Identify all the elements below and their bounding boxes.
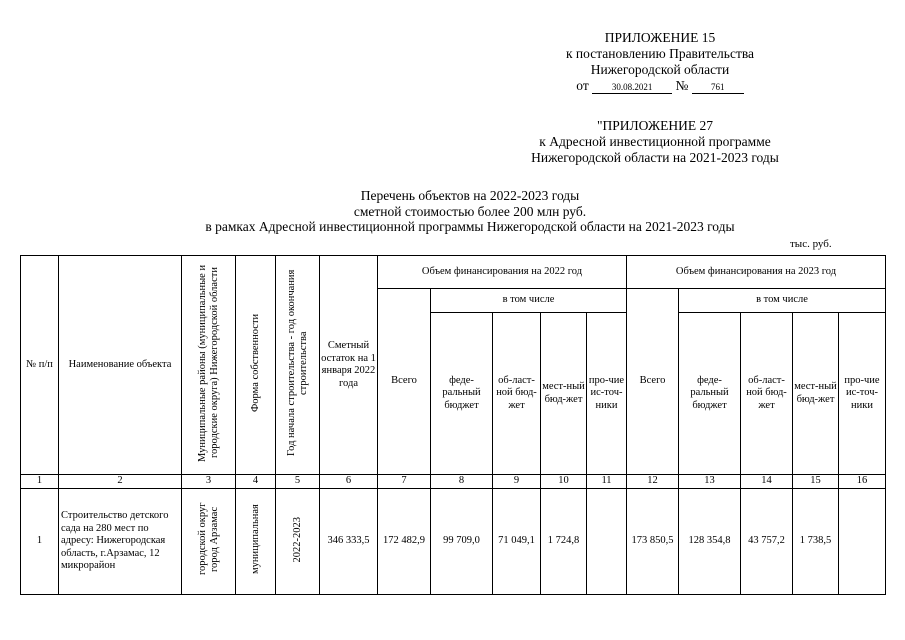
units-label: тыс. руб. xyxy=(790,238,832,250)
header-local-2023: мест-ный бюд-жет xyxy=(793,313,839,475)
appendix-15-title: ПРИЛОЖЕНИЕ 15 xyxy=(604,30,716,45)
appendix-15-line2: к постановлению Правительства xyxy=(565,46,755,61)
appendix-27-line3: Нижегородской области на 2021-2023 годы xyxy=(531,150,779,165)
header-federal-2022: феде-ральный бюджет xyxy=(431,313,493,475)
col-number: 8 xyxy=(431,475,493,489)
row-local-2023: 1 738,5 xyxy=(793,489,839,595)
appendix-27-header xyxy=(500,118,810,166)
col-number: 16 xyxy=(839,475,886,489)
col-number: 2 xyxy=(59,475,182,489)
appendix-27-title: "ПРИЛОЖЕНИЕ 27 xyxy=(596,118,714,133)
header-regional-2022: об-ласт-ной бюд-жет xyxy=(493,313,541,475)
row-other-2023 xyxy=(839,489,886,595)
row-object-name: Строительство детского сада на 280 мест по адресу: Нижегородская область, г.Арзамас, 12 микрорайон xyxy=(59,489,182,595)
header-ownership: Форма собственности xyxy=(236,256,276,475)
row-regional-2022: 71 049,1 xyxy=(493,489,541,595)
row-ownership: муниципальная xyxy=(236,489,276,595)
header-fin-2023: Объем финансирования на 2023 год xyxy=(627,256,886,289)
objects-table xyxy=(20,255,886,595)
col-number: 1 xyxy=(21,475,59,489)
col-number: 5 xyxy=(276,475,320,489)
row-years: 2022-2023 xyxy=(276,489,320,595)
row-regional-2023: 43 757,2 xyxy=(741,489,793,595)
document-title xyxy=(120,188,820,235)
row-remaining: 346 333,5 xyxy=(320,489,378,595)
header-federal-2023: феде-ральный бюджет xyxy=(679,313,741,475)
col-number: 10 xyxy=(541,475,587,489)
title-line3: в рамках Адресной инвестиционной программы Нижегородской области на 2021-2023 годы xyxy=(205,219,735,234)
col-number: 9 xyxy=(493,475,541,489)
header-num: № п/п xyxy=(21,256,59,475)
appendix-15-header xyxy=(520,30,800,94)
header-remaining: Сметный остаток на 1 января 2022 года xyxy=(320,256,378,475)
row-local-2022: 1 724,8 xyxy=(541,489,587,595)
header-total-2022: Всего xyxy=(378,289,431,475)
title-line1: Перечень объектов на 2022-2023 годы xyxy=(360,188,580,203)
col-number: 14 xyxy=(741,475,793,489)
header-regional-2023: об-ласт-ной бюд-жет xyxy=(741,313,793,475)
table-row xyxy=(21,489,886,595)
col-number: 12 xyxy=(627,475,679,489)
header-name: Наименование объекта xyxy=(59,256,182,475)
col-number: 13 xyxy=(679,475,741,489)
title-line2: сметной стоимостью более 200 млн руб. xyxy=(353,203,587,219)
header-municipal: Муниципальные районы (муниципальные и городские округа) Нижегородской области xyxy=(182,256,236,475)
row-total-2023: 173 850,5 xyxy=(627,489,679,595)
column-number-row xyxy=(21,475,886,489)
col-number: 15 xyxy=(793,475,839,489)
decree-number: 761 xyxy=(692,81,744,94)
appendix-27-line2: к Адресной инвестиционной программе xyxy=(539,134,771,149)
number-label: № xyxy=(675,78,689,93)
header-other-2023: про-чие ис-точ-ники xyxy=(839,313,886,475)
header-local-2022: мест-ный бюд-жет xyxy=(541,313,587,475)
header-years: Год начала строительства - год окончания строительства xyxy=(276,256,320,475)
header-other-2022: про-чие ис-точ-ники xyxy=(587,313,627,475)
header-total-2023: Всего xyxy=(627,289,679,475)
header-fin-2022: Объем финансирования на 2022 год xyxy=(378,256,627,289)
header-including-2023: в том числе xyxy=(679,289,886,313)
appendix-15-line3: Нижегородской области xyxy=(590,62,730,77)
col-number: 4 xyxy=(236,475,276,489)
from-label: от xyxy=(576,78,589,93)
col-number: 11 xyxy=(587,475,627,489)
row-federal-2023: 128 354,8 xyxy=(679,489,741,595)
row-num: 1 xyxy=(21,489,59,595)
row-municipal: городской округ город Арзамас xyxy=(182,489,236,595)
row-other-2022 xyxy=(587,489,627,595)
col-number: 3 xyxy=(182,475,236,489)
row-total-2022: 172 482,9 xyxy=(378,489,431,595)
header-including-2022: в том числе xyxy=(431,289,627,313)
col-number: 7 xyxy=(378,475,431,489)
row-federal-2022: 99 709,0 xyxy=(431,489,493,595)
decree-date: 30.08.2021 xyxy=(592,81,672,94)
appendix-15-date-line xyxy=(520,78,800,94)
col-number: 6 xyxy=(320,475,378,489)
